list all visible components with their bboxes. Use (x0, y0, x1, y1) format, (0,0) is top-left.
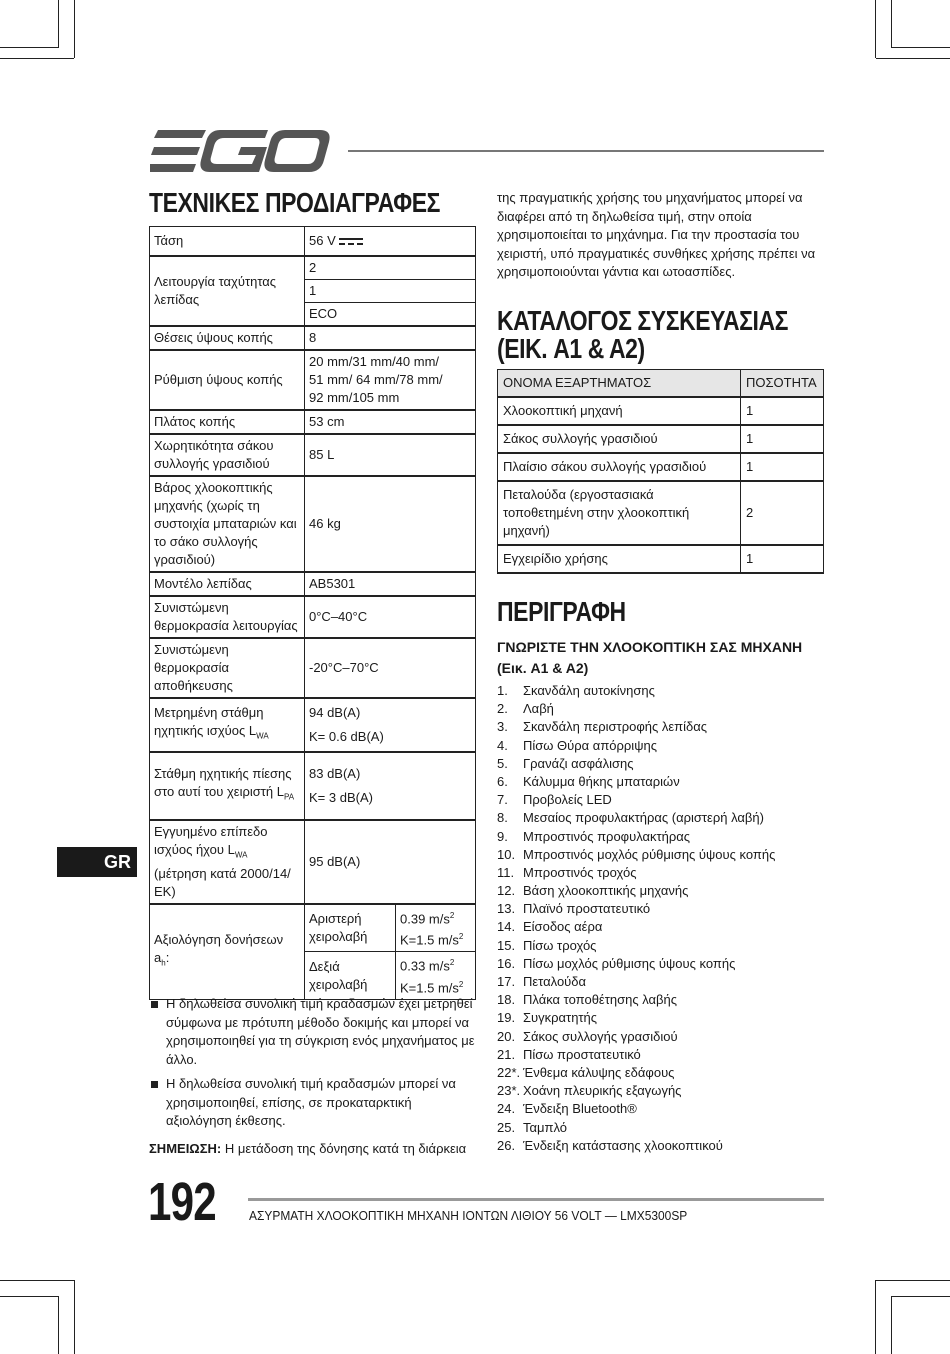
spec-table (149, 226, 476, 1000)
parts-list-text: Λαβή (523, 701, 554, 717)
footer-rule (248, 1198, 824, 1201)
parts-list-item (497, 755, 827, 773)
packing-item-name: Χλοοκοπτική μηχανή (498, 397, 741, 425)
spec-value: 53 cm (305, 410, 476, 434)
spec-value: 0.33 $m/s^2$ K=1.5 $m/s^2$ (396, 952, 476, 1000)
parts-list-text: Ταμπλό (523, 1119, 568, 1135)
parts-list-number: 6. (497, 773, 508, 789)
parts-list-item (497, 682, 827, 700)
packing-title-line2: (ΕΙΚ. A1 & A2) (497, 333, 645, 364)
parts-list-text: Μπροστινός μοχλός ρύθμισης ύψους κοπής (523, 846, 776, 862)
crop-mark (0, 1296, 58, 1297)
spec-value: 46 kg (305, 476, 476, 572)
packing-item-qty: 2 (741, 481, 824, 545)
spec-row-blade-model (150, 572, 476, 596)
parts-list-item (497, 1028, 827, 1046)
parts-list-text: Πίσω προστατευτικό (523, 1046, 641, 1062)
footer-title: ΑΣΥΡΜΑΤΗ ΧΛΟΟΚΟΠΤΙΚΗ ΜΗΧΑΝΗ ΙΟΝΤΩΝ ΛΙΘΙΟΥ 56 VOLT — LMX5300SP (249, 1208, 688, 1223)
spec-sublabel: Αριστερή χειρολαβή (305, 904, 396, 952)
parts-list-number: 17. (497, 974, 516, 989)
parts-list-number: 2. (497, 701, 508, 717)
packing-item-qty: 1 (741, 425, 824, 453)
spec-label: Συνιστώμενη θερμοκρασία λειτουργίας (150, 596, 305, 638)
spec-row-storage-temp (150, 638, 476, 698)
spec-row-sound-power (150, 698, 476, 752)
parts-list-item (497, 973, 827, 991)
language-tab: GR (57, 847, 137, 877)
spec-value: AB5301 (305, 572, 476, 596)
packing-row (498, 397, 824, 425)
bullet-item: Η δηλωθείσα συνολική τιμή κραδασμών μπορεί να χρησιμοποιηθεί, επίσης, σε προκαταρκτική αξιολόγηση έκθεσης. (149, 1075, 479, 1131)
packing-row (498, 545, 824, 573)
parts-list-number: 8. (497, 810, 508, 826)
note (149, 1140, 479, 1158)
continuation-paragraph: της πραγματικής χρήσης του μηχανήματος μπορεί να διαφέρει από τη δηλωθείσα τιμή, στην οποία χρησιμοποιείται το μηχάνημα. Για την προστασία του χειριστή, υπό πραγματικές συνθήκες χρήσης πρέπει να χρησιμοποιούνται γάντια και ωτοασπίδες. (497, 190, 816, 279)
crop-mark (876, 58, 950, 59)
parts-list-text: Ένδειξη κατάστασης χλοοκοπτικού (523, 1137, 723, 1153)
parts-list-item (497, 700, 827, 718)
spec-row-bag-capacity (150, 434, 476, 476)
spec-row-sound-pressure (150, 752, 476, 820)
spec-label: Εγγυημένο επίπεδο ισχύος ήχου $L_{WA}$ (μέτρηση κατά 2000/14/ΕΚ) (150, 820, 305, 904)
packing-item-qty: 1 (741, 397, 824, 425)
parts-list-item (497, 1137, 827, 1155)
page-number: 192 (148, 1172, 216, 1232)
spec-value: 2 (305, 256, 476, 280)
parts-list-text: Πίσω μοχλός ρύθμισης ύψους κοπής (523, 955, 736, 971)
parts-list-number: 7. (497, 792, 508, 808)
parts-list-item (497, 1082, 827, 1100)
crop-mark (58, 1296, 59, 1354)
spec-sublabel: Δεξιά χειρολαβή (305, 952, 396, 1000)
parts-list-text: Ένθεμα κάλυψης εδάφους (523, 1064, 675, 1080)
parts-list-text: Πίσω Θύρα απόρριψης (523, 737, 657, 753)
parts-list-item (497, 918, 827, 936)
parts-list-number: 18. (497, 992, 516, 1008)
parts-list-text: Πλάκα τοποθέτησης λαβής (523, 992, 678, 1008)
spec-value: 20 mm/31 mm/40 mm/ 51 mm/ 64 mm/78 mm/ 92 mm/105 mm (305, 350, 476, 410)
spec-row-height-adjust (150, 350, 476, 410)
packing-row (498, 425, 824, 453)
crop-mark (74, 1280, 75, 1354)
parts-list (497, 682, 827, 1155)
parts-list-number: 12. (497, 883, 516, 899)
packing-item-name: Σάκος συλλογής γρασιδιού (498, 425, 741, 453)
parts-list-text: Μπροστινός προφυλακτήρας (523, 828, 691, 844)
crop-mark (875, 1280, 876, 1354)
spec-label: Ρύθμιση ύψους κοπής (150, 350, 305, 410)
parts-list-number: 21. (497, 1046, 516, 1062)
packing-table (497, 369, 824, 574)
packing-col-qty: ΠΟΣΟΤΗΤΑ (741, 370, 824, 398)
parts-list-item (497, 1100, 827, 1118)
note-label: ΣΗΜΕΙΩΣΗ: (149, 1141, 222, 1156)
parts-list-text: Προβολείς LED (523, 792, 612, 808)
parts-list-item (497, 991, 827, 1009)
spec-value: 8 (305, 326, 476, 350)
spec-value: ECO (305, 303, 476, 327)
spec-value: 94 dB(A) K= 0.6 dB(A) (305, 698, 476, 752)
spec-value: -20°C–70°C (305, 638, 476, 698)
packing-item-name: Πεταλούδα (εργοστασιακά τοποθετημένη στην χλοοκοπτική μηχανή) (498, 481, 741, 545)
parts-list-number: 22*. (497, 1064, 521, 1080)
parts-list-text: Μεσαίος προφυλακτήρας (αριστερή λαβή) (523, 810, 764, 826)
parts-list-item (497, 791, 827, 809)
parts-list-item (497, 773, 827, 791)
parts-list-item (497, 1119, 827, 1137)
spec-value: 0°C–40°C (305, 596, 476, 638)
crop-mark (58, 0, 59, 48)
spec-row-cut-width (150, 410, 476, 434)
parts-list-item (497, 900, 827, 918)
spec-label: Μοντέλο λεπίδας (150, 572, 305, 596)
parts-list-item (497, 864, 827, 882)
parts-list-text: Κάλυμμα θήκης μπαταριών (523, 773, 680, 789)
parts-list-number: 3. (497, 719, 508, 735)
spec-label: Λειτουργία ταχύτητας λεπίδας (150, 256, 305, 326)
parts-list-item (497, 718, 827, 736)
spec-label: Αξιολόγηση δονήσεων $a_h$: (150, 904, 305, 1000)
spec-label: Στάθμη ηχητικής πίεσης στο αυτί του χειριστή $L_{PA}$ (150, 752, 305, 820)
parts-list-number: 10. (497, 846, 516, 862)
description-title: ΠΕΡΙΓΡΑΦΗ (497, 596, 626, 627)
parts-list-number: 24. (497, 1101, 516, 1117)
spec-label: Χωρητικότητα σάκου συλλογής γρασιδιού (150, 434, 305, 476)
parts-list-number: 15. (497, 937, 516, 953)
crop-mark (875, 0, 876, 58)
parts-list-item (497, 737, 827, 755)
spec-title: ΤΕΧΝΙΚΕΣ ΠΡΟΔΙΑΓΡΑΦΕΣ (149, 187, 440, 218)
parts-list-text: Χοάνη πλευρικής εξαγωγής (523, 1083, 682, 1099)
parts-list-text: Σκανδάλη περιστροφής λεπίδας (523, 719, 708, 735)
parts-list-number: 19. (497, 1010, 516, 1026)
parts-list-text: Βάση χλοοκοπτικής μηχανής (523, 883, 689, 899)
crop-mark (892, 1296, 950, 1297)
parts-list-number: 26. (497, 1137, 516, 1153)
packing-col-name: ΟΝΟΜΑ ΕΞΑΡΤΗΜΑΤΟΣ (498, 370, 741, 398)
parts-list-text: Ένδειξη Bluetooth® (523, 1101, 637, 1117)
dc-symbol-icon (339, 237, 363, 247)
spec-row-guaranteed-power (150, 820, 476, 904)
spec-row-voltage (150, 227, 476, 257)
parts-list-number: 1. (497, 683, 508, 698)
packing-title-line1: ΚΑΤΑΛΟΓΟΣ ΣΥΣΚΕΥΑΣΙΑΣ (497, 305, 789, 336)
parts-list-number: 14. (497, 919, 516, 935)
parts-list-item (497, 809, 827, 827)
crop-mark (891, 1296, 892, 1354)
parts-list-text: Πίσω τροχός (523, 937, 597, 953)
description-subtitle: ΓΝΩΡΙΣΤΕ ΤΗΝ ΧΛΟΟΚΟΠΤΙΚΗ ΣΑΣ ΜΗΧΑΝΗ (Εικ. A1 & A2) (497, 639, 803, 676)
crop-mark (0, 58, 74, 59)
ego-logo (150, 130, 330, 172)
parts-list-text: Μπροστινός τροχός (523, 864, 637, 880)
parts-list-item (497, 882, 827, 900)
packing-item-name: Πλαίσιο σάκου συλλογής γρασιδιού (498, 453, 741, 481)
spec-row-height-positions (150, 326, 476, 350)
spec-row-weight (150, 476, 476, 572)
spec-label: Βάρος χλοοκοπτικής μηχανής (χωρίς τη συστοιχία μπαταριών και το σάκο συλλογής γρασιδιού) (150, 476, 305, 572)
parts-list-text: Γρανάζι ασφάλισης (523, 755, 634, 771)
parts-list-item (497, 828, 827, 846)
spec-row-operating-temp (150, 596, 476, 638)
spec-label: Πλάτος κοπής (150, 410, 305, 434)
crop-mark (0, 47, 58, 48)
crop-mark (891, 0, 892, 48)
crop-mark (74, 0, 75, 58)
packing-row (498, 453, 824, 481)
parts-list-item (497, 955, 827, 973)
parts-list-item (497, 937, 827, 955)
crop-mark (892, 47, 950, 48)
parts-list-number: 25. (497, 1119, 516, 1135)
parts-list-number: 4. (497, 737, 508, 753)
header-rule (348, 150, 824, 152)
spec-row-vibration (150, 904, 476, 952)
parts-list-text: Είσοδος αέρα (523, 919, 603, 935)
parts-list-number: 23*. (497, 1083, 521, 1099)
bullet-list (149, 995, 479, 1137)
packing-header-row (498, 370, 824, 398)
parts-list-text: Πλαϊνό προστατευτικό (523, 901, 651, 917)
bullet-item: Η δηλωθείσα συνολική τιμή κραδασμών έχει μετρηθεί σύμφωνα με πρότυπη μέθοδο δοκιμής και μπορεί να χρησιμοποιηθεί για τη σύγκριση ενός μηχανήματος με άλλο. (149, 995, 479, 1069)
spec-value: 85 L (305, 434, 476, 476)
packing-item-qty: 1 (741, 545, 824, 573)
spec-label: Συνιστώμενη θερμοκρασία αποθήκευσης (150, 638, 305, 698)
parts-list-number: 16. (497, 955, 516, 971)
packing-item-qty: 1 (741, 453, 824, 481)
crop-mark (876, 1280, 950, 1281)
spec-value: 0.39 $m/s^2$ K=1.5 $m/s^2$ (396, 904, 476, 952)
spec-label: Μετρημένη στάθμη ηχητικής ισχύος $L_{WA}$ (150, 698, 305, 752)
spec-value: 95 dB(A) (305, 820, 476, 904)
spec-value: 1 (305, 280, 476, 303)
spec-label: Τάση (150, 227, 305, 257)
parts-list-item (497, 1064, 827, 1082)
parts-list-number: 20. (497, 1028, 516, 1044)
parts-list-text: Σάκος συλλογής γρασιδιού (523, 1028, 678, 1044)
parts-list-text: Συγκρατητής (523, 1010, 598, 1026)
spec-row-blade-speed (150, 256, 476, 280)
parts-list-item (497, 1046, 827, 1064)
parts-list-item (497, 846, 827, 864)
note-text: Η μετάδοση της δόνησης κατά τη διάρκεια (221, 1141, 467, 1156)
spec-value: 56 V (305, 227, 476, 257)
parts-list-item (497, 1009, 827, 1027)
packing-item-name: Εγχειρίδιο χρήσης (498, 545, 741, 573)
spec-value: 83 dB(A) K= 3 dB(A) (305, 752, 476, 820)
parts-list-text: Σκανδάλη αυτοκίνησης (523, 683, 655, 698)
parts-list-number: 9. (497, 828, 508, 844)
parts-list-number: 5. (497, 755, 508, 771)
packing-row (498, 481, 824, 545)
parts-list-number: 13. (497, 901, 516, 917)
crop-mark (0, 1280, 74, 1281)
parts-list-number: 11. (497, 864, 515, 880)
spec-label: Θέσεις ύψους κοπής (150, 326, 305, 350)
parts-list-text: Πεταλούδα (523, 974, 587, 989)
